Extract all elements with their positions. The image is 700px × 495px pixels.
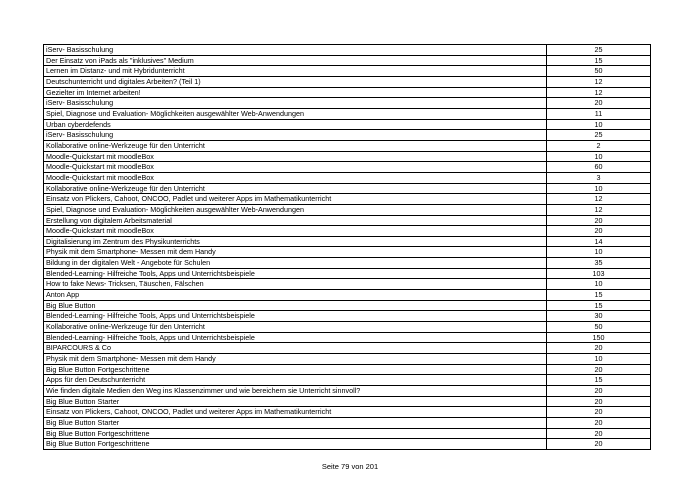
participant-count-cell: 15 bbox=[547, 55, 651, 66]
participant-count-cell: 25 bbox=[547, 45, 651, 56]
participant-count-cell: 20 bbox=[547, 417, 651, 428]
course-title-cell: Moodle-Quickstart mit moodleBox bbox=[44, 151, 547, 162]
table-row bbox=[44, 236, 651, 247]
table-row bbox=[44, 98, 651, 109]
participant-count-cell: 20 bbox=[547, 407, 651, 418]
table-row bbox=[44, 322, 651, 333]
table-row bbox=[44, 428, 651, 439]
participant-count-cell: 50 bbox=[547, 66, 651, 77]
table-row bbox=[44, 364, 651, 375]
participant-count-cell: 20 bbox=[547, 364, 651, 375]
table-row bbox=[44, 140, 651, 151]
course-title-cell: Einsatz von Plickers, Cahoot, ONCOO, Padlet und weiterer Apps im Mathematikunterricht bbox=[44, 194, 547, 205]
table-row bbox=[44, 162, 651, 173]
table-row bbox=[44, 386, 651, 397]
participant-count-cell: 20 bbox=[547, 396, 651, 407]
participant-count-cell: 10 bbox=[547, 247, 651, 258]
table-row bbox=[44, 55, 651, 66]
page-footer: Seite 79 von 201 bbox=[321, 462, 379, 471]
course-table bbox=[43, 44, 651, 450]
participant-count-cell: 3 bbox=[547, 172, 651, 183]
course-title-cell: BIPARCOURS & Co bbox=[44, 343, 547, 354]
participant-count-cell: 35 bbox=[547, 258, 651, 269]
course-title-cell: iServ- Basisschulung bbox=[44, 98, 547, 109]
participant-count-cell: 11 bbox=[547, 108, 651, 119]
course-title-cell: Big Blue Button Fortgeschrittene bbox=[44, 428, 547, 439]
table-row bbox=[44, 417, 651, 428]
course-title-cell: Bildung in der digitalen Welt - Angebote für Schulen bbox=[44, 258, 547, 269]
course-title-cell: Kollaborative online-Werkzeuge für den Unterricht bbox=[44, 140, 547, 151]
table-row bbox=[44, 258, 651, 269]
course-title-cell: Kollaborative online-Werkzeuge für den Unterricht bbox=[44, 183, 547, 194]
course-title-cell: Kollaborative online-Werkzeuge für den Unterricht bbox=[44, 322, 547, 333]
participant-count-cell: 60 bbox=[547, 162, 651, 173]
participant-count-cell: 12 bbox=[547, 204, 651, 215]
participant-count-cell: 10 bbox=[547, 183, 651, 194]
course-title-cell: Moodle-Quickstart mit moodleBox bbox=[44, 162, 547, 173]
table-row bbox=[44, 396, 651, 407]
table-row bbox=[44, 439, 651, 450]
course-title-cell: iServ- Basisschulung bbox=[44, 45, 547, 56]
table-row bbox=[44, 407, 651, 418]
participant-count-cell: 20 bbox=[547, 428, 651, 439]
course-title-cell: Anton App bbox=[44, 290, 547, 301]
participant-count-cell: 12 bbox=[547, 87, 651, 98]
course-title-cell: Big Blue Button Starter bbox=[44, 396, 547, 407]
table-row bbox=[44, 215, 651, 226]
table-row bbox=[44, 332, 651, 343]
course-title-cell: Moodle-Quickstart mit moodleBox bbox=[44, 226, 547, 237]
participant-count-cell: 103 bbox=[547, 268, 651, 279]
table-row bbox=[44, 375, 651, 386]
course-title-cell: Moodle-Quickstart mit moodleBox bbox=[44, 172, 547, 183]
table-row bbox=[44, 45, 651, 56]
table-row bbox=[44, 268, 651, 279]
table-row bbox=[44, 226, 651, 237]
course-title-cell: Spiel, Diagnose und Evaluation- Möglichkeiten ausgewählter Web-Anwendungen bbox=[44, 204, 547, 215]
table-row bbox=[44, 247, 651, 258]
participant-count-cell: 50 bbox=[547, 322, 651, 333]
table-row bbox=[44, 66, 651, 77]
course-title-cell: Erstellung von digitalem Arbeitsmaterial bbox=[44, 215, 547, 226]
table-row bbox=[44, 300, 651, 311]
course-title-cell: Deutschunterricht und digitales Arbeiten? (Teil 1) bbox=[44, 76, 547, 87]
course-title-cell: How to fake News- Tricksen, Täuschen, Fälschen bbox=[44, 279, 547, 290]
table-row bbox=[44, 194, 651, 205]
course-title-cell: Apps für den Deutschunterricht bbox=[44, 375, 547, 386]
table-row bbox=[44, 108, 651, 119]
participant-count-cell: 14 bbox=[547, 236, 651, 247]
course-title-cell: Einsatz von Plickers, Cahoot, ONCOO, Padlet und weiterer Apps im Mathematikunterricht bbox=[44, 407, 547, 418]
participant-count-cell: 20 bbox=[547, 215, 651, 226]
participant-count-cell: 12 bbox=[547, 76, 651, 87]
course-title-cell: Blended-Learning- Hilfreiche Tools, Apps und Unterrichtsbeispiele bbox=[44, 311, 547, 322]
course-title-cell: iServ- Basisschulung bbox=[44, 130, 547, 141]
table-row bbox=[44, 76, 651, 87]
course-title-cell: Blended-Learning- Hilfreiche Tools, Apps und Unterrichtsbeispiele bbox=[44, 332, 547, 343]
participant-count-cell: 20 bbox=[547, 386, 651, 397]
participant-count-cell: 15 bbox=[547, 375, 651, 386]
participant-count-cell: 20 bbox=[547, 226, 651, 237]
course-table-body bbox=[44, 45, 651, 450]
course-title-cell: Blended-Learning- Hilfreiche Tools, Apps und Unterrichtsbeispiele bbox=[44, 268, 547, 279]
table-row bbox=[44, 290, 651, 301]
course-title-cell: Big Blue Button Starter bbox=[44, 417, 547, 428]
participant-count-cell: 15 bbox=[547, 290, 651, 301]
course-title-cell: Big Blue Button Fortgeschrittene bbox=[44, 364, 547, 375]
table-row bbox=[44, 119, 651, 130]
table-row bbox=[44, 183, 651, 194]
course-title-cell: Physik mit dem Smartphone- Messen mit dem Handy bbox=[44, 354, 547, 365]
course-title-cell: Lernen im Distanz- und mit Hybridunterricht bbox=[44, 66, 547, 77]
participant-count-cell: 10 bbox=[547, 151, 651, 162]
table-row bbox=[44, 87, 651, 98]
participant-count-cell: 12 bbox=[547, 194, 651, 205]
participant-count-cell: 2 bbox=[547, 140, 651, 151]
table-row bbox=[44, 130, 651, 141]
table-row bbox=[44, 343, 651, 354]
course-title-cell: Wie finden digitale Medien den Weg ins Klassenzimmer und wie bereichern sie Unterricht sinnvoll? bbox=[44, 386, 547, 397]
table-row bbox=[44, 311, 651, 322]
course-title-cell: Der Einsatz von iPads als "inklusives" Medium bbox=[44, 55, 547, 66]
participant-count-cell: 30 bbox=[547, 311, 651, 322]
table-row bbox=[44, 354, 651, 365]
course-title-cell: Gezielter im Internet arbeiten! bbox=[44, 87, 547, 98]
participant-count-cell: 10 bbox=[547, 354, 651, 365]
course-title-cell: Urban cyberdefends bbox=[44, 119, 547, 130]
participant-count-cell: 150 bbox=[547, 332, 651, 343]
participant-count-cell: 20 bbox=[547, 439, 651, 450]
course-title-cell: Physik mit dem Smartphone- Messen mit dem Handy bbox=[44, 247, 547, 258]
table-row bbox=[44, 204, 651, 215]
table-row bbox=[44, 172, 651, 183]
participant-count-cell: 25 bbox=[547, 130, 651, 141]
table-row bbox=[44, 279, 651, 290]
participant-count-cell: 20 bbox=[547, 343, 651, 354]
course-title-cell: Digitalisierung im Zentrum des Physikunterrichts bbox=[44, 236, 547, 247]
participant-count-cell: 10 bbox=[547, 119, 651, 130]
course-title-cell: Big Blue Button bbox=[44, 300, 547, 311]
participant-count-cell: 15 bbox=[547, 300, 651, 311]
course-title-cell: Big Blue Button Fortgeschrittene bbox=[44, 439, 547, 450]
participant-count-cell: 20 bbox=[547, 98, 651, 109]
table-row bbox=[44, 151, 651, 162]
course-title-cell: Spiel, Diagnose und Evaluation- Möglichkeiten ausgewählter Web-Anwendungen bbox=[44, 108, 547, 119]
participant-count-cell: 10 bbox=[547, 279, 651, 290]
